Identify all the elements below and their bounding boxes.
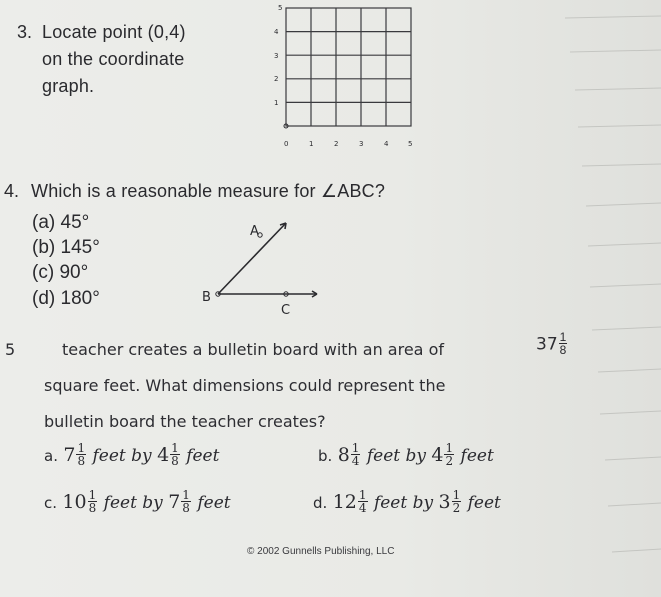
q4-choice-c[interactable] xyxy=(32,262,88,284)
q4-choice-d[interactable] xyxy=(32,288,100,310)
q4-choice-letter: (d) xyxy=(32,288,56,309)
q4-prompt: Which is a reasonable measure for ∠ABC? xyxy=(31,181,386,201)
q4-choice-value: 180° xyxy=(60,288,100,309)
area-fraction: $\frac{1}{8}$ xyxy=(559,330,567,357)
q4-choice-a[interactable] xyxy=(32,212,89,234)
q5-line1: teacher creates a bulletin board with an area of xyxy=(62,340,444,359)
label-a: A xyxy=(250,224,259,239)
y-tick-2: 2 xyxy=(274,75,279,83)
x-tick-2: 2 xyxy=(334,140,339,148)
q4-choice-letter: (c) xyxy=(32,262,55,283)
area-whole: 37 xyxy=(536,334,558,355)
x-tick-5: 5 xyxy=(408,140,413,148)
angle-abc-diagram xyxy=(190,205,330,320)
q3-line3: graph. xyxy=(42,76,95,96)
q4-choice-letter: (a) xyxy=(32,212,56,233)
q4-choice-value: 45° xyxy=(60,212,90,233)
y-tick-3: 3 xyxy=(274,52,279,60)
copyright-footer: © 2002 Gunnells Publishing, LLC xyxy=(247,546,395,557)
q5-choice-letter: b. xyxy=(318,447,333,465)
y-tick-1: 1 xyxy=(274,99,279,107)
label-b: B xyxy=(202,290,211,305)
grid-y-tick-labels xyxy=(274,4,282,107)
q5-choice-a[interactable]: a. 7 $\frac{1}{8}$ feet by 4 $\frac{1}{8}$ feet xyxy=(44,441,220,468)
q5-area-value xyxy=(536,330,568,358)
q5-choice-letter: d. xyxy=(313,494,328,512)
q5-choice-letter: c. xyxy=(44,494,58,512)
grid-x-tick-labels xyxy=(284,140,412,148)
q5-number: 5 xyxy=(5,340,16,359)
q4-number: 4. xyxy=(4,181,20,201)
x-tick-1: 1 xyxy=(309,140,314,148)
q5-line2: square feet. What dimensions could represent the xyxy=(44,376,446,395)
q5-choice-d[interactable]: d. 12 $\frac{1}{4}$ feet by 3 $\frac{1}{2}$ feet xyxy=(313,488,501,515)
q4-choice-b[interactable] xyxy=(32,237,100,259)
q4-choice-letter: (b) xyxy=(32,237,56,258)
y-tick-5: 5 xyxy=(278,4,283,12)
q5-choice-letter: a. xyxy=(44,447,58,465)
x-tick-3: 3 xyxy=(359,140,364,148)
label-c: C xyxy=(281,303,291,318)
q5-choice-b[interactable]: b. 8 $\frac{1}{4}$ feet by 4 $\frac{1}{2}$ feet xyxy=(318,441,494,468)
y-tick-4: 4 xyxy=(274,28,279,36)
x-tick-0: 0 xyxy=(284,140,289,148)
x-tick-4: 4 xyxy=(384,140,389,148)
q3-line1: Locate point (0,4) xyxy=(42,22,186,42)
q5-choice-c[interactable]: c. 10 $\frac{1}{8}$ feet by 7 $\frac{1}{8}$ feet xyxy=(44,488,231,515)
q5-line3: bulletin board the teacher creates? xyxy=(44,412,326,431)
coordinate-grid[interactable] xyxy=(264,0,424,158)
q3-number: 3. xyxy=(17,22,33,42)
q4-choice-value: 90° xyxy=(59,262,89,283)
q3-line2: on the coordinate xyxy=(42,49,185,69)
q4-choice-value: 145° xyxy=(60,237,100,258)
